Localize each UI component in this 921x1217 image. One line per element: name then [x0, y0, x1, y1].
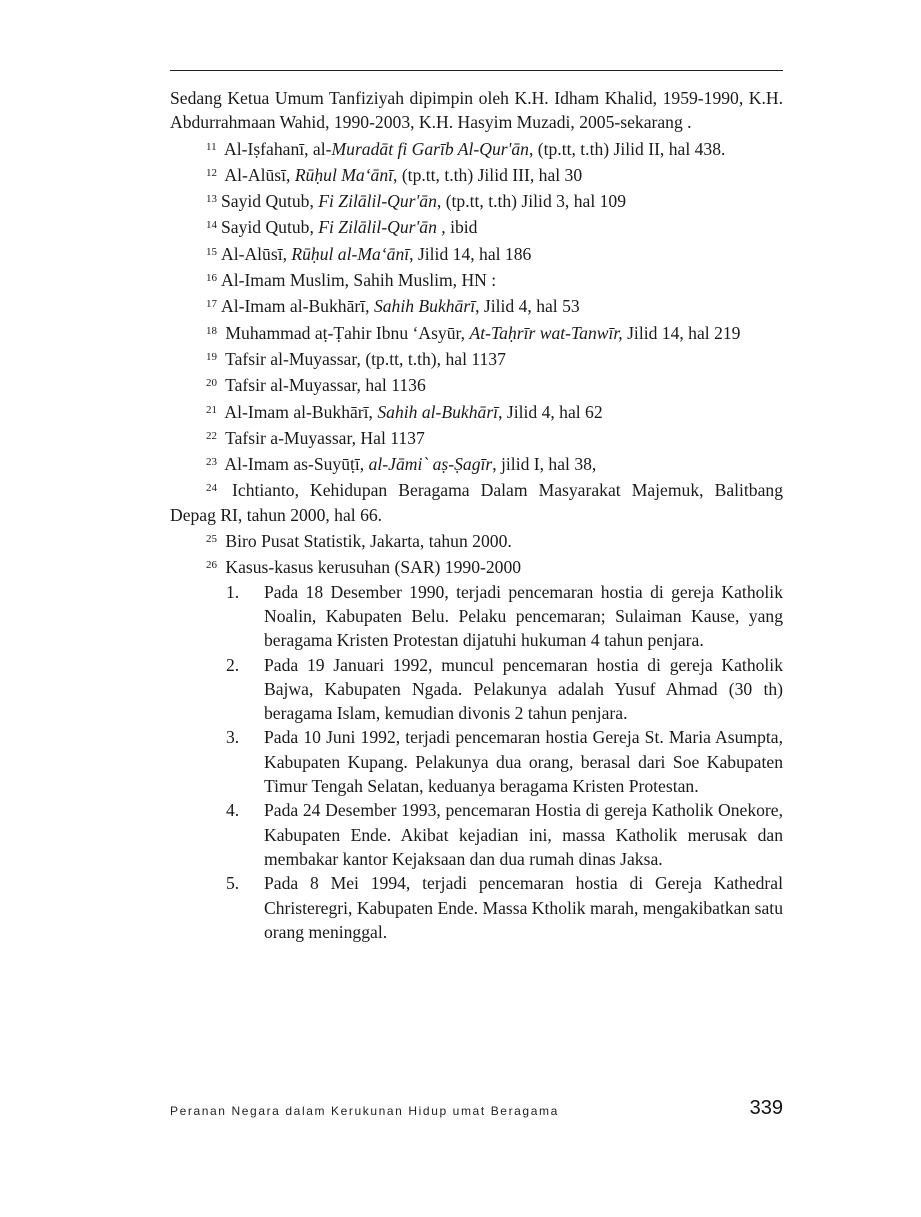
footnote-text: Al-Iṣfahanī, al-: [220, 138, 332, 159]
list-item-number: 2.: [226, 654, 240, 675]
footnote: [170, 240, 783, 266]
footnote-title: Muradāt fi Garīb Al-Qur'ān: [331, 138, 529, 159]
footnote-text-tail: Jilid 14, hal 219: [622, 322, 741, 343]
footnote-title: At-Taḥrīr wat-Tanwīr,: [469, 322, 623, 343]
footnote: [170, 450, 783, 476]
footnote: [170, 553, 783, 579]
footnote-text-tail: , Jilid 4, hal 62: [498, 401, 603, 422]
footnote: [170, 161, 783, 187]
list-item: [226, 580, 783, 653]
footnote: [170, 345, 783, 371]
footnote-title: Sahih al-Bukhārī: [377, 401, 499, 422]
footnote-number: 13: [206, 193, 217, 206]
list-item: [226, 871, 783, 944]
footnote-number: 26: [206, 559, 217, 572]
list-item-number: 3.: [226, 727, 240, 748]
footnote: [170, 398, 783, 424]
footnote-title: Rūḥul al-Ma‘ānī: [291, 243, 410, 264]
footnote-text-tail: , (tp.tt, t.th) Jilid 3, hal 109: [436, 191, 627, 212]
footnote-text: Al-Imam as-Suyūṭī,: [221, 454, 369, 475]
page-body: [170, 86, 783, 944]
footnote-text: Biro Pusat Statistik, Jakarta, tahun 2000.: [221, 531, 512, 552]
footnote-text: Al-Imam Muslim, Sahih Muslim, HN :: [221, 270, 497, 291]
footnote-number: 23: [206, 456, 217, 469]
footnote-number: 21: [206, 403, 217, 416]
list-item: [226, 653, 783, 726]
footnote-text-tail: , (tp.tt, t.th) Jilid III, hal 30: [393, 164, 583, 185]
list-item-text: Pada 18 Desember 1990, terjadi pencemaran hostia di gereja Katholik Noalin, Kabupaten Belu. Pelaku pencemaran; Sulaiman Kause, yang beragama Kristen Protestan dijatuhi hukuman 4 tahun penjara.: [264, 581, 783, 651]
list-item-number: 1.: [226, 581, 240, 602]
list-item: [226, 798, 783, 871]
footnote-text-tail: , Jilid 14, hal 186: [409, 243, 532, 264]
footnote-title: Fi Zilālil-Qur'ān: [318, 191, 437, 212]
footnote-text: Muhammad aṭ-Ṭahir Ibnu ‘Asyūr,: [221, 322, 470, 343]
footnote-text: Tafsir al-Muyassar, hal 1136: [221, 375, 426, 396]
footnote-text: Kasus-kasus kerusuhan (SAR) 1990-2000: [221, 557, 522, 578]
page-number: 339: [749, 1097, 783, 1119]
footnote-number: 19: [206, 350, 217, 363]
list-item-number: 4.: [226, 800, 240, 821]
footnote-text-tail: , (tp.tt, t.th) Jilid II, hal 438.: [528, 138, 726, 159]
footnote-text: Al-Alūsī,: [221, 243, 292, 264]
footnote-text: Sayid Qutub,: [221, 217, 319, 238]
header-rule: [170, 70, 783, 71]
footnote-text: Al-Imam al-Bukhārī,: [221, 296, 374, 317]
footnote-text: Tafsir a-Muyassar, Hal 1137: [221, 427, 425, 448]
footnote: [170, 527, 783, 553]
footnote-text: Al-Alūsī,: [221, 164, 295, 185]
footnote-text: Sayid Qutub,: [221, 191, 319, 212]
footnote-text: Ichtianto, Kehidupan Beragama Dalam Masyarakat Majemuk, Balitbang Depag RI, tahun 2000, hal 66.: [170, 480, 783, 525]
list-item-text: Pada 10 Juni 1992, terjadi pencemaran hostia Gereja St. Maria Asumpta, Kabupaten Kupang. Pelakunya dua orang, berasal dari Soe Kabupaten Timur Tengah Selatan, keduanya beragama Kristen Protestan.: [264, 727, 783, 797]
footnote-number: 11: [206, 140, 217, 153]
footnote-text: Al-Imam al-Bukhārī,: [221, 401, 378, 422]
footnote-number: 16: [206, 272, 217, 285]
footnote-number: 15: [206, 245, 217, 258]
footnote-number: 22: [206, 429, 217, 442]
footnote-number: 20: [206, 377, 217, 390]
case-list: [170, 580, 783, 944]
list-item-text: Pada 19 Januari 1992, muncul pencemaran hostia di gereja Katholik Bajwa, Kabupaten Ngada. Pelakunya adalah Yusuf Ahmad (30 th) beragama Islam, kemudian divonis 2 tahun penjara.: [264, 654, 783, 724]
footnote-number: 14: [206, 219, 217, 232]
intro-paragraph: Sedang Ketua Umum Tanfiziyah dipimpin oleh K.H. Idham Khalid, 1959-1990, K.H. Abdurrahmaan Wahid, 1990-2003, K.H. Hasyim Muzadi, 2005-sekarang .: [170, 88, 783, 133]
footnote-number: 25: [206, 533, 217, 546]
footnote: [170, 266, 783, 292]
list-item-text: Pada 24 Desember 1993, pencemaran Hostia di gereja Katholik Onekore, Kabupaten Ende. Akibat kejadian ini, massa Katholik merusak dan membakar kantor Kejaksaan dan dua rumah dinas Jaksa.: [264, 800, 783, 869]
footnote: [170, 292, 783, 318]
footnote-list: [170, 135, 783, 580]
footnote-number: 12: [206, 166, 217, 179]
footnote: [170, 319, 783, 345]
running-footer-title: Peranan Negara dalam Kerukunan Hidup umat Beragama: [170, 1104, 559, 1118]
footnote-number: 24: [206, 482, 217, 495]
footnote-title: Fi Zilālil-Qur'ān: [318, 217, 437, 238]
footnote-text: Tafsir al-Muyassar, (tp.tt, t.th), hal 1137: [221, 348, 506, 369]
footnote: [170, 424, 783, 450]
footnote: [170, 187, 783, 213]
footnote-title: Rūḥul Ma‘ānī: [294, 164, 394, 185]
footnote: [170, 371, 783, 397]
footnote-text-tail: , Jilid 4, hal 53: [475, 296, 580, 317]
footnote-text-tail: , ibid: [436, 217, 478, 238]
footnote: [170, 213, 783, 239]
footnote-text-tail: , jilid I, hal 38,: [492, 454, 597, 475]
footnote-number: 17: [206, 298, 217, 311]
footnote: [170, 135, 783, 161]
footnote-title: Sahih Bukhārī: [373, 296, 476, 317]
footnote-number: 18: [206, 324, 217, 337]
list-item-number: 5.: [226, 873, 240, 894]
footnote-title: al-Jāmi` aṣ-Ṣagīr: [368, 454, 493, 475]
list-item: [226, 725, 783, 798]
footnote: [170, 476, 783, 527]
list-item-text: Pada 8 Mei 1994, terjadi pencemaran hostia di Gereja Kathedral Christeregri, Kabupaten Ende. Massa Ktholik marah, mengakibatkan satu orang meninggal.: [264, 873, 783, 942]
